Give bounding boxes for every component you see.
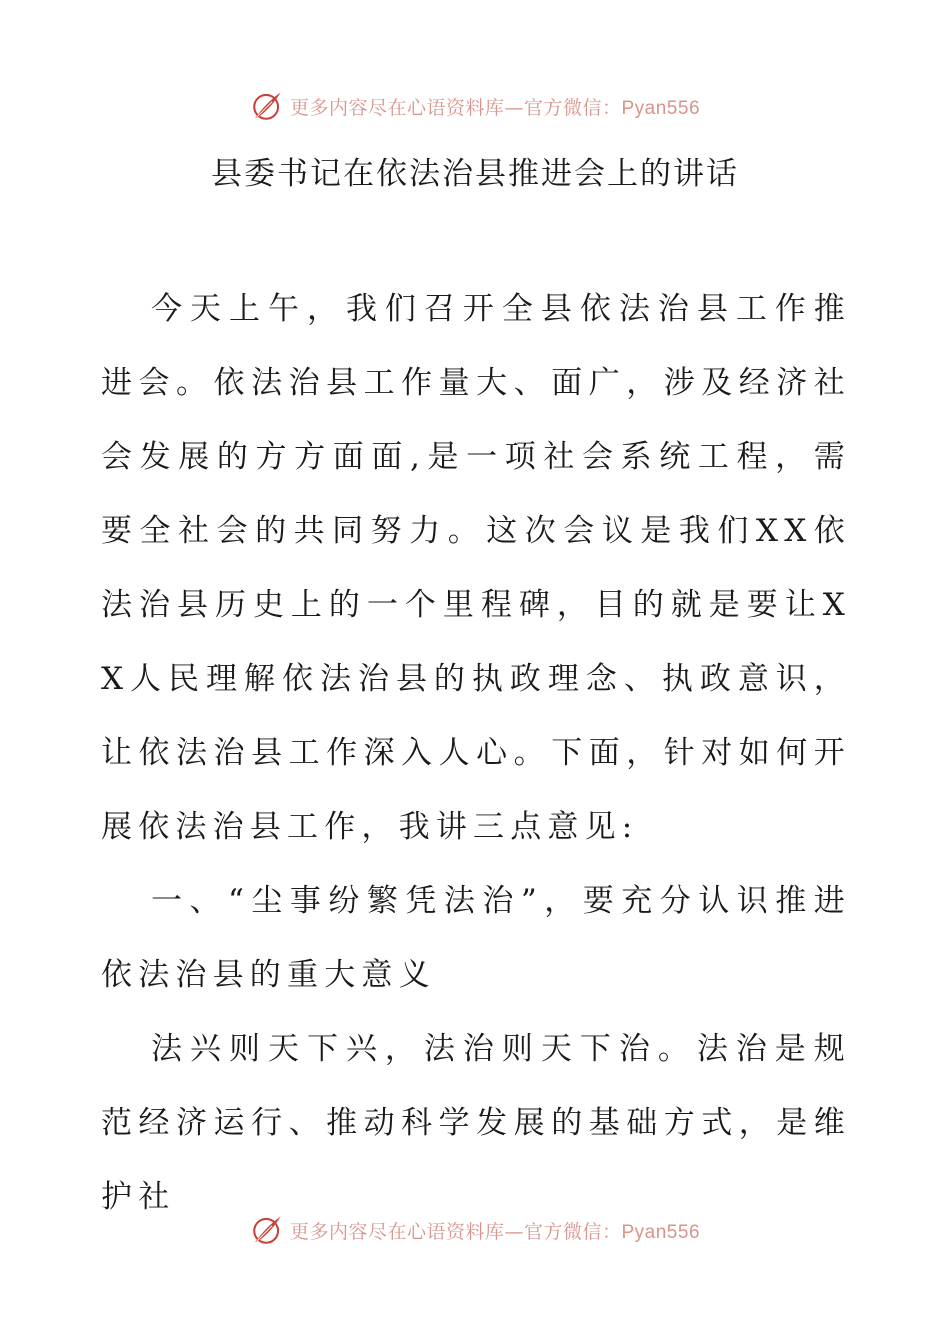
banner-label: 更多内容尽在心语资料库—官方微信： — [289, 96, 622, 119]
header-banner — [0, 84, 950, 128]
footer-banner — [0, 1208, 950, 1252]
document-title: 县委书记在依法治县推进会上的讲话 — [211, 156, 739, 192]
quill-pen-logo-icon — [250, 1213, 284, 1247]
section-heading-1: 一、“尘事纷繁凭法治”，要充分认识推进依法治县的重大意义 — [101, 883, 851, 993]
wechat-id: Pyan556 — [621, 1221, 701, 1243]
paragraph-section-1: 法兴则天下兴，法治则天下治。法治是规范经济运行、推动科学发展的基础方式，是维护社 — [101, 1031, 851, 1215]
banner-text — [290, 1217, 700, 1244]
wechat-id: Pyan556 — [621, 97, 701, 119]
banner-label: 更多内容尽在心语资料库—官方微信： — [289, 1220, 622, 1243]
banner-text — [290, 93, 700, 120]
paragraph-intro: 今天上午，我们召开全县依法治县工作推进会。依法治县工作量大、面广，涉及经济社会发展的方方面面,是一项社会系统工程，需要全社会的共同努力。这次会议是我们XX依法治县历史上的一个里程碑，目的就是要让XX人民理解依法治县的执政理念、执政意识，让依法治县工作深入人心。下面，针对如何开展依法治县工作，我讲三点意见: — [101, 291, 851, 845]
document-body — [101, 272, 851, 1234]
quill-pen-logo-icon — [250, 89, 284, 123]
